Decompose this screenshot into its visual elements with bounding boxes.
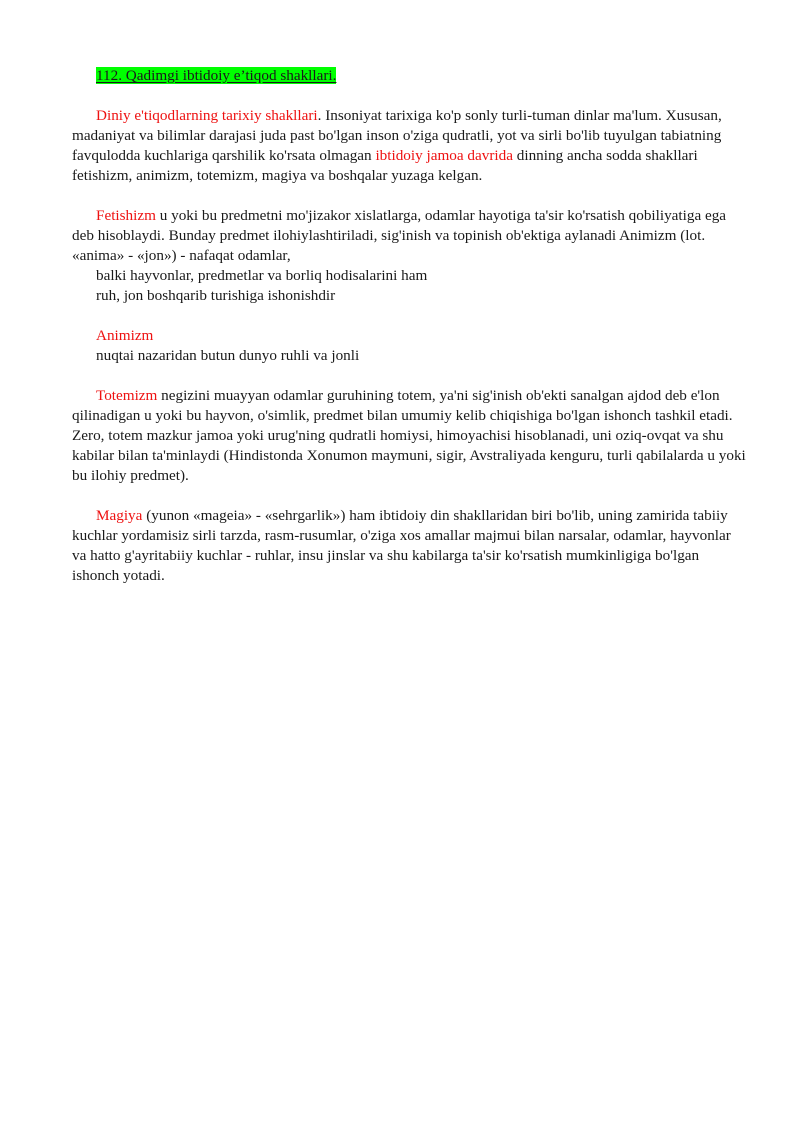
spacer bbox=[72, 486, 748, 506]
term-fetishizm: Fetishizm bbox=[96, 207, 156, 224]
section-heading: 112. Qadimgi ibtidoiy e’tiqod shakllari. bbox=[96, 67, 337, 84]
term-magiya: Magiya bbox=[96, 507, 143, 524]
paragraph-intro bbox=[72, 106, 748, 186]
paragraph-fetishizm-text: u yoki bu predmetni mo'jizakor xislatlarga, odamlar hayotiga ta'sir ko'rsatish qobiliyatiga ega deb hisoblaydi. Bunday predmet ilohiylashtiriladi, sig'inish va topinish ob'ektiga aylanadi Animizm (lot. «anima» - «jon») - nafaqat odamlar, bbox=[72, 207, 727, 264]
term-animizm: Animizm bbox=[96, 327, 154, 344]
paragraph-magiya bbox=[72, 506, 748, 586]
term-ibtidoiy-jamoa: ibtidoiy jamoa davrida bbox=[375, 147, 513, 164]
spacer bbox=[72, 186, 748, 206]
spacer bbox=[72, 306, 748, 326]
paragraph-totemizm-text: negizini muayyan odamlar guruhining totem, ya'ni sig'inish ob'ekti sanalgan ajdod deb e'lon qilinadigan u yoki bu hayvon, o'simlik, predmet bilan umumiy kelib chiqishiga bo'lgan ishonch tashkil etadi. Zero, totem mazkur jamoa yoki urug'ning qudratli homiysi, himoyachisi hisoblanadi, uni oziq-ovqat va shu kabilar bilan ta'minlaydi (Hindistonda Xonumon maymuni, sigir, Avstraliyada kenguru, turli qabilalarda u yoki bu ilohiy predmet). bbox=[72, 387, 746, 484]
paragraph-intro-text-2: dinning ancha sodda shakllari fetishizm, animizm, totemizm, magiya va boshqalar yuzaga kelgan. bbox=[72, 147, 698, 184]
fetishizm-line-3: ruh, jon boshqarib turishiga ishonishdir bbox=[96, 287, 336, 304]
paragraph-fetishizm bbox=[72, 206, 748, 266]
paragraph-totemizm bbox=[72, 386, 748, 486]
paragraph-magiya-text: (yunon «mageia» - «sehrgarlik») ham ibtidoiy din shakllaridan biri bo'lib, uning zamirida tabiiy kuchlar yordamisiz sirli tarzda, rasm-rusumlar, o'ziga xos amallar majmui bilan narsalar, odamlar, hayvonlar va hatto g'ayritabiiy kuchlar - ruhlar, insu jinslar va shu kabilarga ta'sir ko'rsatish mumkinligiga bo'lgan ishonch yotadi. bbox=[72, 507, 731, 584]
fetishizm-line-2: balki hayvonlar, predmetlar va borliq hodisalarini ham bbox=[96, 267, 428, 284]
spacer bbox=[72, 366, 748, 386]
document-page bbox=[72, 66, 748, 586]
animizm-line: nuqtai nazaridan butun dunyo ruhli va jonli bbox=[96, 347, 360, 364]
heading-line bbox=[72, 66, 748, 86]
paragraph-intro-text-1: . Insoniyat tarixiga ko'p sonly turli-tuman dinlar ma'lum. Xususan, madaniyat va bilimlar darajasi juda past bo'lgan inson o'ziga qudratli, yot va sirli bo'lib tuyulgan tabiatning favqulodda kuchlariga qarshilik ko'rsata olmagan bbox=[72, 107, 722, 164]
term-totemizm: Totemizm bbox=[96, 387, 158, 404]
term-diniy-etiqodlar: Diniy e'tiqodlarning tarixiy shakllari bbox=[96, 107, 318, 124]
spacer bbox=[72, 86, 748, 106]
